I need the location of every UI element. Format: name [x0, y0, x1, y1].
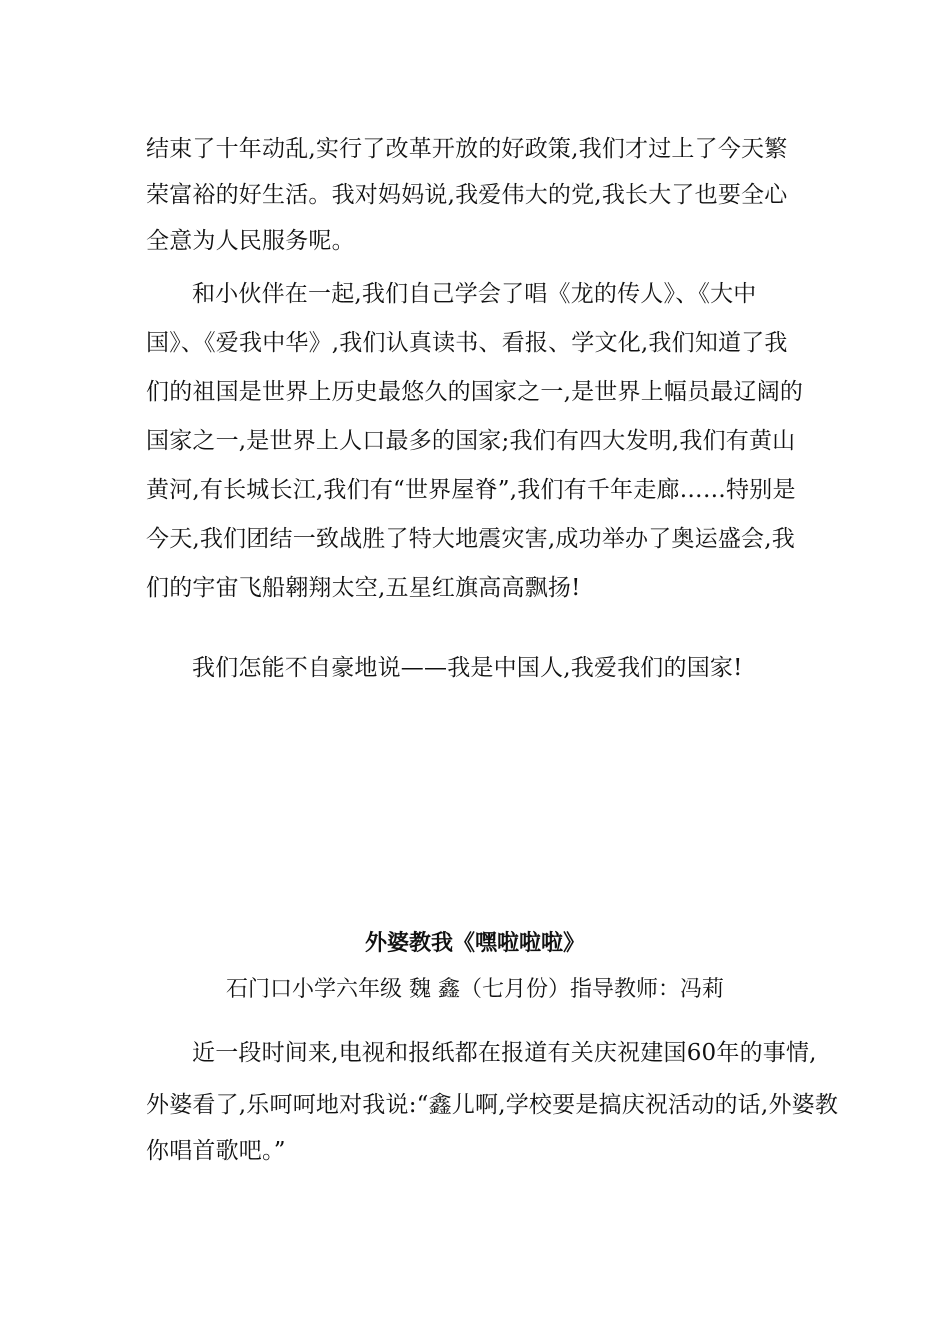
paragraph-4-line-2: 外婆看了,乐呵呵地对我说:“鑫儿啊,学校要是搞庆祝活动的话,外婆教: [146, 1092, 839, 1118]
article-title: 外婆教我《嘿啦啦啦》: [364, 930, 585, 956]
paragraph-2: 和小伙伴在一起,我们自己学会了唱《龙的传人》、《大中国》、《爱我中华》,我们认真读书、看报、学文化,我们知道了我们的祖国是世界上历史最悠久的国家之一,是世界上幅员最辽阔的国家之一,是世界上人口最多的国家;我们有四大发明,我们有黄山黄河,有长城长江,我们有“世界屋脊”,我们有千年走廊……特别是今天,我们团结一致战胜了特大地震灾害,成功举办了奥运盛会,我们的宇宙飞船翱翔太空,五星红旗高高飘扬!: [146, 281, 804, 601]
paragraph-3: 我们怎能不自豪地说——我是中国人,我爱我们的国家!: [192, 655, 743, 681]
paragraph-1: 结束了十年动乱,实行了改革开放的好政策,我们才过上了今天繁荣富裕的好生活。我对妈妈说,我爱伟大的党,我长大了也要全心全意为人民服务呢。: [146, 136, 788, 254]
paragraph-4-line-1: 近一段时间来,电视和报纸都在报道有关庆祝建国60年的事情,: [192, 1040, 817, 1066]
paragraph-4: [146, 1030, 839, 1174]
article-byline: 石门口小学六年级 魏 鑫（七月份）指导教师：冯莉: [226, 977, 724, 1002]
paragraph-4-line-3: 你唱首歌吧。”: [146, 1138, 286, 1164]
